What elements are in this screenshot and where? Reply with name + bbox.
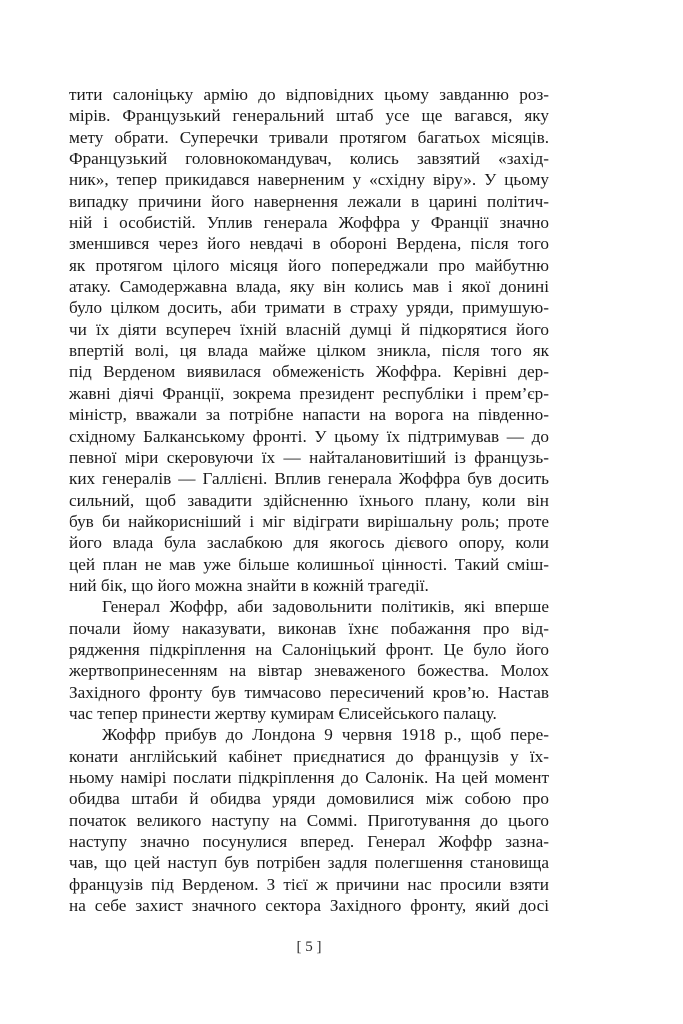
text-line: Генерал Жоффр, аби задовольнити політиків, які вперше [102,597,549,617]
text-line: під Верденом виявилася обмеженість Жоффра. Керівні дер- [69,362,549,382]
text-line: наступу значно посунулися вперед. Генерал Жоффр зазна- [69,832,549,852]
text-line: випадку причини його навернення лежали в царині політич- [69,191,549,211]
text-line: був би найкорисніший і міг відіграти вирішальну роль; проте [69,511,549,531]
text-line: цей план не мав уже більше колишньої цінності. Такий сміш- [69,554,549,574]
text-line: рядження підкріплення на Салоніцький фронт. Це було його [69,639,549,659]
text-line: східному Балканському фронті. У цьому їх підтримував — до [69,426,549,446]
text-line: було цілком досить, аби тримати в страху уряди, примушую- [69,298,549,318]
page-number: [ 5 ] [296,939,322,955]
text-line: впертій волі, ця влада майже цілком зникла, після того як [69,341,549,361]
text-line: міністр, вважали за потрібне напасти на ворога на південно- [69,405,549,425]
text-line: Жоффр прибув до Лондона 9 червня 1918 р., щоб пере- [102,725,549,745]
text-line: ньому намірі послати підкріплення до Салонік. На цей момент [69,768,549,787]
text-line: атаку. Самодержавна влада, яку він колись мав і якої донині [69,277,549,297]
text-line: зменшився через його невдачі в обороні Вердена, після того [69,234,549,254]
text-line: певної міри скеровуючи їх — найталановитіший із французь- [69,447,549,467]
text-line: чи їх діяти всупереч їхній власній думці й підкорятися його [69,319,549,339]
text-line: ник», тепер прикидався наверненим у «східну віру». У цьому [69,170,549,190]
text-line: на себе захист значного сектора Західного фронту, який досі [69,896,549,916]
text-line: сильний, щоб завадити здійсненню їхнього плану, коли він [69,490,549,510]
text-line: французів під Верденом. З тієї ж причини нас просили взяти [69,874,549,894]
text-line: конати англійський кабінет приєднатися до французів у їх- [69,746,549,766]
text-line: як протягом цілого місяця його попереджали про майбутню [69,255,549,275]
text-line: початок великого наступу на Соммі. Приготування до цього [69,810,549,830]
text-line: тити салоніцьку армію до відповідних цьому завданню роз- [69,85,549,104]
text-line: час тепер принести жертву кумирам Єлисейського палацу. [69,703,497,723]
text-line: ких генералів — Галлієні. Вплив генерала Жоффра був досить [69,469,549,489]
text-line: ній і особистій. Уплив генерала Жоффра у Франції значно [69,213,549,233]
text-line: Французький головнокомандувач, колись завзятий «захід- [69,149,549,169]
text-line: почали йому наказувати, виконав їхнє побажання про від- [69,618,549,638]
text-line: чав, що цей наступ був потрібен задля полегшення становища [69,853,549,873]
text-line: мету обрати. Суперечки тривали протягом багатьох місяців. [69,127,549,147]
text-line: його влада була заслабкою для якогось дієвого опору, коли [69,533,549,553]
text-line: Західного фронту був тимчасово пересичений кров’ю. Настав [69,682,549,702]
text-block [69,84,549,916]
text-line: жертвопринесенням на вівтар зневаженого божества. Молох [69,661,549,681]
text-line: ний бік, що його можна знайти в кожній трагедії. [69,575,429,595]
text-line: мірів. Французький генеральний штаб усе ще вагався, яку [69,106,549,126]
text-line: обидва штаби й обидва уряди домовилися між собою про [69,789,549,809]
text-line: жавні діячі Франції, зокрема президент республіки і прем’єр- [69,383,549,403]
